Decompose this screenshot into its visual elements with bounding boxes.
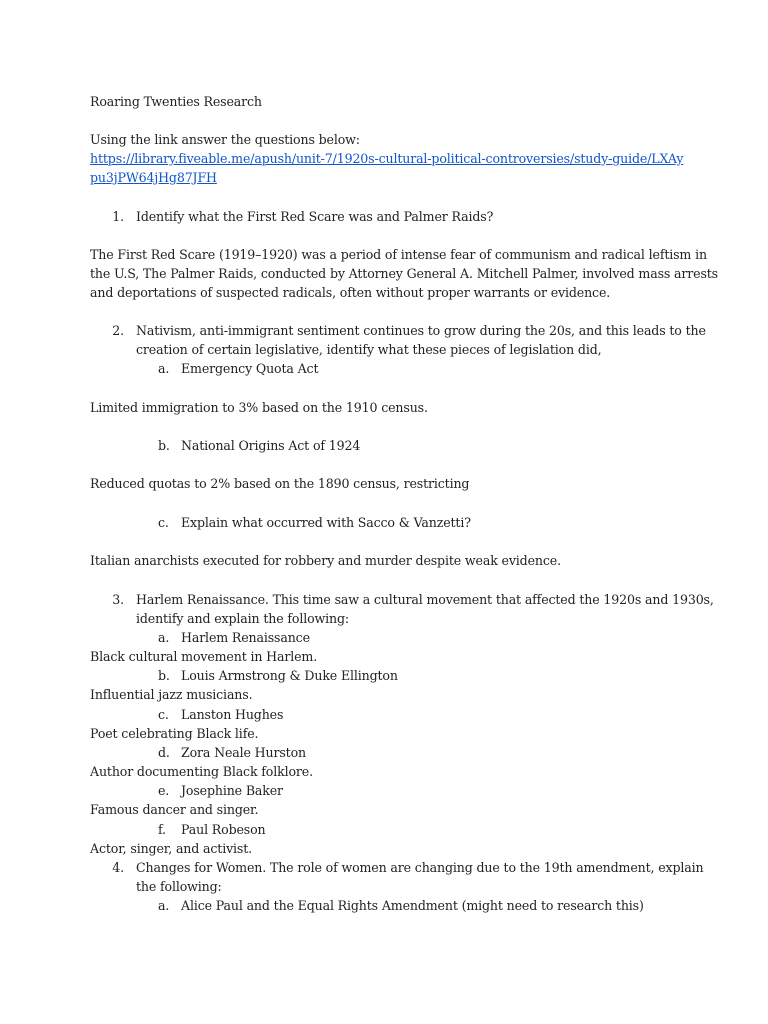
answer-1-line-1: The First Red Scare (1919–1920) was a period of intense fear of communism and radical leftism in [90,247,707,262]
question-3b-text: Louis Armstrong & Duke Ellington [181,668,398,683]
answer-3d: Author documenting Black folklore. [90,764,313,779]
question-2a-text: Emergency Quota Act [181,361,319,376]
question-4-text-line-2: the following: [136,879,222,894]
intro-text: Using the link answer the questions below: [90,132,360,147]
question-3d-label: d. [158,745,170,760]
answer-1-line-2: the U.S, The Palmer Raids, conducted by Attorney General A. Mitchell Palmer, involved mass arrests [90,266,718,281]
question-3e-text: Josephine Baker [181,783,283,798]
question-3d-text: Zora Neale Hurston [181,745,306,760]
question-1-number: 1. [112,209,124,224]
question-2-text-line-1: Nativism, anti-immigrant sentiment continues to grow during the 20s, and this leads to the [136,323,706,338]
document-title: Roaring Twenties Research [90,94,262,109]
question-3f-label: f. [158,822,166,837]
question-2a-label: a. [158,361,170,376]
study-guide-link-continued[interactable]: pu3jPW64jHg87JFH [90,170,217,185]
question-2-number: 2. [112,323,124,338]
question-3c-label: c. [158,707,169,722]
answer-3a: Black cultural movement in Harlem. [90,649,318,664]
question-2c-text: Explain what occurred with Sacco & Vanzetti? [181,515,471,530]
question-2b-text: National Origins Act of 1924 [181,438,361,453]
answer-3f: Actor, singer, and activist. [90,841,252,856]
question-3-text-line-1: Harlem Renaissance. This time saw a cultural movement that affected the 1920s and 1930s, [136,592,714,607]
answer-2b: Reduced quotas to 2% based on the 1890 census, restricting [90,476,470,491]
question-2c-label: c. [158,515,169,530]
answer-1-line-3: and deportations of suspected radicals, often without proper warrants or evidence. [90,285,611,300]
question-4a-text: Alice Paul and the Equal Rights Amendment (might need to research this) [181,898,644,913]
answer-2c: Italian anarchists executed for robbery and murder despite weak evidence. [90,553,561,568]
answer-3b: Influential jazz musicians. [90,687,253,702]
question-3b-label: b. [158,668,170,683]
question-3c-text: Lanston Hughes [181,707,284,722]
question-3a-label: a. [158,630,170,645]
question-4-text-line-1: Changes for Women. The role of women are changing due to the 19th amendment, explain [136,860,704,875]
question-2b-label: b. [158,438,170,453]
question-1-text: Identify what the First Red Scare was and Palmer Raids? [136,209,494,224]
question-3-number: 3. [112,592,124,607]
answer-2a: Limited immigration to 3% based on the 1910 census. [90,400,428,415]
answer-3c: Poet celebrating Black life. [90,726,259,741]
question-3f-text: Paul Robeson [181,822,266,837]
question-3e-label: e. [158,783,170,798]
question-2-text-line-2: creation of certain legislative, identify what these pieces of legislation did, [136,342,602,357]
question-3a-text: Harlem Renaissance [181,630,310,645]
study-guide-link[interactable]: https://library.fiveable.me/apush/unit-7/1920s-cultural-political-controversies/study-guide/LXAy [90,151,684,166]
question-4a-label: a. [158,898,170,913]
question-3-text-line-2: identify and explain the following: [136,611,349,626]
question-4-number: 4. [112,860,124,875]
answer-3e: Famous dancer and singer. [90,802,259,817]
